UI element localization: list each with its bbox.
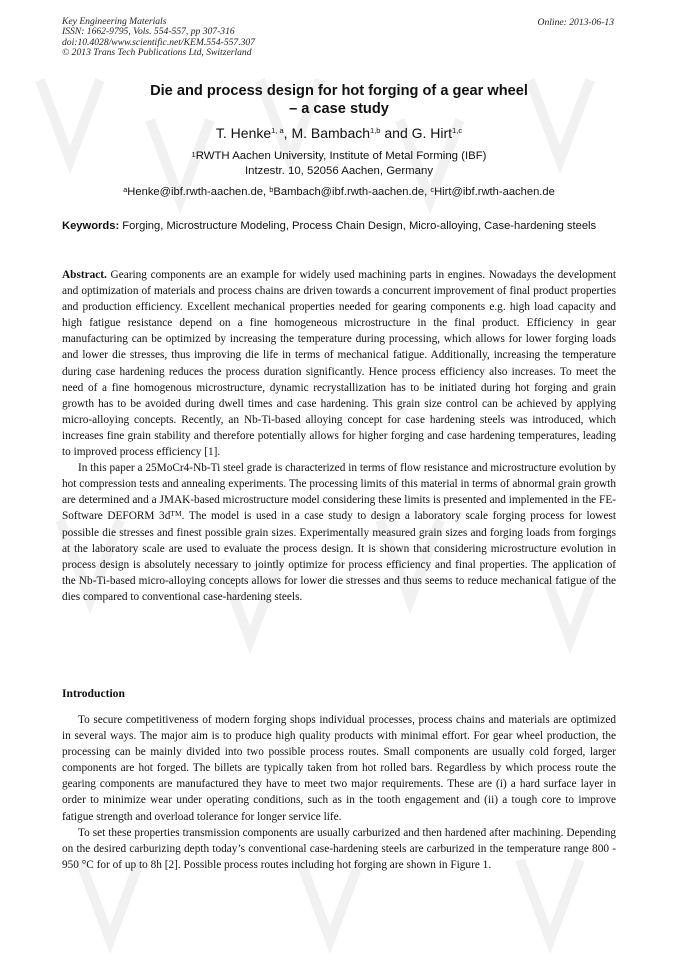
email-sup: b (269, 185, 274, 194)
intro-paragraph-2: To set these properties transmission components are usually carburized and then hardened after machining. Depending on the desired carburizing depth today’s conventional case-hardening steels are carburized in the temperature range 800 - 950 °C for of up to 8h [2]. Possible process routes including hot forging are shown in Figure 1. (62, 826, 616, 871)
abstract-paragraph-1 (62, 267, 616, 460)
paper-title (90, 82, 588, 118)
keywords-label: Keywords: (62, 220, 120, 232)
doi-line[interactable]: doi:10.4028/www.scientific.net/KEM.554-557.307 (62, 36, 256, 48)
author-separator: , (283, 125, 292, 141)
abstract-text: In this paper a 25MoCr4-Nb-Ti steel grade is characterized in terms of flow resistance and microstructure evolution by hot compression tests and annealing experiments. The processing limits of this material in terms of abnormal grain growth are determined and a JMAK-based microstructure model considering these limits is presented and implemented in the FE-Software DEFORM 3d (62, 462, 616, 523)
intro-paragraph-1: To secure competitiveness of modern forging shops individual processes, process chains and materials are optimized in several ways. The major aim is to produce high quality products with minimal effort. For gear wheel production, the processing can be mainly divided into two possible process routes. Small components are usually cold forged, larger components are hot forged. The billets are typically taken from hot rolled bars. Regardless by which process route the gearing components are manufactured they have to meet two major requirements. These are (i) a hard surface layer in order to minimize wear under operating conditions, such as in the tooth engagement and (ii) a tough core to improve fatigue strength and overload tolerance for longer service life. (62, 714, 616, 823)
affiliation-line-2: Intzestr. 10, 52056 Aachen, Germany (244, 165, 434, 177)
author-sup: 1,c (452, 126, 463, 135)
title-line-1: Die and process design for hot forging of a gear wheel (150, 83, 528, 99)
introduction-section (62, 712, 616, 873)
abstract-text: Gearing components are an example for widely used machining parts in engines. Nowadays the development and optimization of materials and process chains are driven towards a concurrent improvement of final product properties and production efficiency. Excellent mechanical properties needed for gearing components e.g. high load capacity and high fatigue resistance depend on a fine homogeneous microstructure in the final product. Efficiency in gear manufacturing can be optimized by increasing the temperature during processing, which allows for lower forging loads and lower die stresses, thus improving die life in terms of mechanical fatigue. Additionally, increasing the temperature during case hardening reduces the process duration significantly. Hence process efficiency also increases. To meet the need of a fine homogenous microstructure, dynamic recrystallization has to be initiated during hot forging and grain growth has to be avoided during dwell times and case hardening. This grain size control can be achieved by applying micro-alloying concepts. Recently, an Nb-Ti-based alloying concept for case hardening steels was introduced, which increases fine grain stability and therefore potentially allows for higher forging and case hardening temperatures, leading to improved process efficiency [1]. (62, 269, 616, 459)
online-date: Online: 2013-06-13 (537, 17, 614, 28)
email-list (62, 185, 616, 199)
email-link[interactable]: Hirt@ibf.rwth-aachen.de (434, 186, 555, 198)
journal-name: Key Engineering Materials (62, 16, 167, 27)
abstract-text: . The model is used in a case study to design a laboratory scale forging process for lowest possible die stresses and finest possible grain sizes. Experimentally measured grain sizes and forging loads from forgings at the laboratory scale are used to evaluate the process design. It is shown that considering microstructure evolution in process design is absolutely necessary to jointly optimize for process efficiency and final properties. The application of the Nb-Ti-based micro-alloying concepts allows for lower die stresses and thus seems to reduce mechanical fatigue of the dies compared to conventional case-hardening steels. (62, 510, 616, 603)
author-list (62, 124, 616, 142)
author-sup: 1, a (271, 126, 284, 135)
keywords-text: Forging, Microstructure Modeling, Process Chain Design, Micro-alloying, Case-hardening steels (119, 220, 597, 232)
author-name: M. Bambach (291, 125, 371, 141)
author-name: T. Henke (215, 125, 272, 141)
email-link[interactable]: Henke@ibf.rwth-aachen.de, (127, 186, 270, 198)
email-sup: c (430, 185, 435, 194)
title-line-2: – a case study (289, 101, 389, 117)
abstract-paragraph-2 (62, 460, 616, 605)
abstract-label: Abstract. (62, 269, 107, 281)
affiliation (62, 149, 616, 179)
affiliation-sup: 1 (191, 150, 196, 159)
affiliation-line-1: RWTH Aachen University, Institute of Metal Forming (IBF) (195, 150, 487, 162)
author-name: G. Hirt (411, 125, 453, 141)
journal-header (62, 17, 255, 59)
email-sup: a (123, 185, 128, 194)
section-heading-introduction: Introduction (62, 687, 125, 700)
email-link[interactable]: Bambach@ibf.rwth-aachen.de, (273, 186, 431, 198)
abstract-section (62, 267, 616, 605)
copyright-line: © 2013 Trans Tech Publications Ltd, Switzerland (62, 47, 252, 59)
keywords-block (62, 219, 616, 234)
author-separator: and (380, 125, 412, 141)
trademark-sup: TM (170, 509, 182, 519)
issn-line: ISSN: 1662-9795, Vols. 554-557, pp 307-316 (62, 26, 235, 38)
author-sup: 1,b (370, 126, 381, 135)
